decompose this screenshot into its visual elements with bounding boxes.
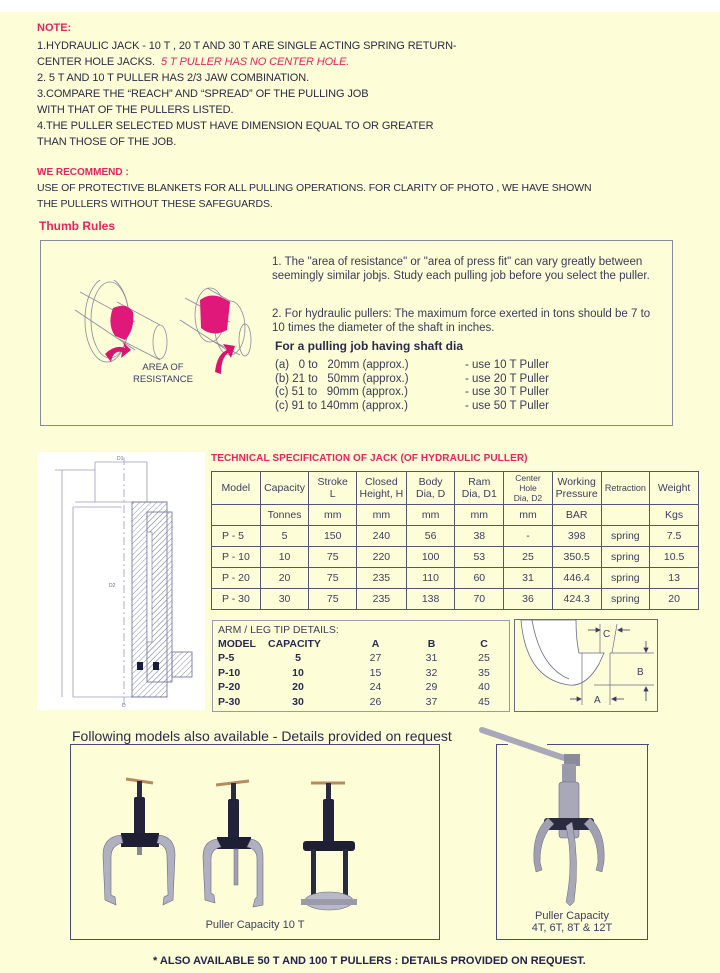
note-line-5: WITH THAT OF THE PULLERS LISTED. [37, 104, 234, 116]
dimension-b-label: B [637, 667, 644, 678]
area-of-resistance-label [118, 362, 208, 386]
cell-stroke: 75 [309, 589, 357, 610]
unit-cell [212, 505, 261, 526]
arm-cell-a: 27 [369, 652, 382, 664]
note-line-7: THAN THOSE OF THE JOB. [37, 136, 177, 148]
arm-cell-model: P-5 [218, 652, 235, 664]
arm-leg-row [218, 667, 508, 682]
unit-cell: Kgs [650, 505, 699, 526]
recommend-heading: WE RECOMMEND : [37, 167, 129, 178]
arm-leg-row [218, 696, 508, 711]
cell-model: P - 10 [212, 547, 261, 568]
no-center-hole-warning: 5 T PULLER HAS NO CENTER HOLE. [160, 56, 350, 68]
arm-cell-a: 24 [369, 681, 382, 693]
unit-cell: mm [309, 505, 357, 526]
cell-model: P - 20 [212, 568, 261, 589]
cell-body-dia: 110 [406, 568, 455, 589]
shaft-dia-row [275, 386, 549, 400]
arm-cell-model: P-10 [218, 666, 241, 679]
unit-cell: Tonnes [260, 505, 309, 526]
arm-cell-c: 25 [478, 652, 490, 664]
arm-leg-row [218, 652, 508, 667]
cell-weight: 20 [650, 589, 699, 610]
arm-col-capacity: CAPACITY [268, 638, 321, 650]
cell-center-hole-dia: 31 [504, 568, 553, 589]
note-line-2 [37, 54, 457, 70]
resistance-label: RESISTANCE [132, 374, 193, 385]
shaft-dia-row [275, 359, 549, 373]
arm-col-b: B [427, 638, 436, 650]
cell-capacity: 20 [260, 568, 309, 589]
spec-header-row [212, 472, 699, 505]
leg-tip-diagram [514, 619, 658, 712]
caption-hydraulic-puller [496, 910, 648, 934]
cell-working-pressure: 424.3 [552, 589, 601, 610]
puller-recommendation: - use 30 T Puller [465, 386, 549, 398]
arm-cell-capacity: 10 [292, 666, 304, 679]
cell-stroke: 75 [309, 547, 357, 568]
two-jaw-puller-image [103, 779, 175, 905]
oil-port [172, 652, 192, 677]
note-heading: NOTE: [37, 22, 72, 34]
shaft-dia-heading: For a pulling job having shaft dia [275, 339, 464, 353]
cell-body-dia: 138 [406, 589, 455, 610]
models-heading: Following models also available - Details provided on request [72, 728, 452, 744]
dimension-c-label: C [603, 629, 611, 640]
col-body-dia [406, 472, 455, 505]
recommend-line-1: USE OF PROTECTIVE BLANKETS FOR ALL PULLING OPERATIONS. FOR CLARITY OF PHOTO , WE HAVE SHOWN [37, 182, 592, 194]
shaft-range: (b) 21 to 50mm (approx.) [275, 372, 409, 385]
arm-cell-b: 29 [425, 681, 438, 693]
unit-cell: mm [455, 505, 504, 526]
col-ram-dia [455, 472, 504, 505]
cell-model: P - 5 [212, 526, 261, 547]
cell-closed-height: 235 [357, 568, 407, 589]
cell-retraction: spring [601, 526, 650, 547]
col-stroke [309, 472, 357, 505]
col-ram-line1: Ram [468, 476, 491, 488]
drawing-label-d2: D2 [109, 583, 116, 589]
hydraulic-puller-image [470, 722, 660, 922]
thumb-rule-1: 1. The "area of resistance" or "area of press fit" can vary greatly between seemingly similar jobjs. Study each pulling job before you select the puller. [272, 256, 650, 282]
col-working-line1: Working [557, 476, 596, 488]
resistance-area-left [110, 306, 133, 340]
col-body-line2: Dia, D [416, 488, 446, 500]
arm-cell-capacity: 30 [292, 695, 304, 708]
puller-10t-photo-box [70, 744, 440, 940]
cell-closed-height: 220 [357, 547, 407, 568]
col-capacity: Capacity [260, 472, 309, 505]
note-body [37, 38, 457, 150]
arm-leg-grid [218, 638, 508, 710]
shaft-range: (a) 0 to 20mm (approx.) [275, 359, 409, 371]
unit-cell: mm [357, 505, 407, 526]
col-center-hole-dia [504, 472, 553, 505]
col-working-pressure [552, 472, 601, 505]
col-ram-line2: Dia, D1 [461, 488, 497, 500]
thumb-rules-title: Thumb Rules [39, 219, 116, 233]
puller-photos-10t [71, 745, 437, 915]
puller-recommendation: - use 20 T Puller [465, 372, 549, 385]
shaft-dia-row [275, 400, 549, 414]
arm-cell-capacity: 5 [295, 652, 301, 664]
cell-weight: 13 [650, 568, 699, 589]
arm-col-c: C [480, 638, 488, 650]
col-closed-line1: Closed [365, 476, 398, 488]
col-body-line1: Body [418, 476, 443, 488]
arm-cell-c: 45 [478, 695, 490, 708]
cell-capacity: 10 [260, 547, 309, 568]
arm-cell-a: 26 [369, 695, 382, 708]
note-line-3: 2. 5 T AND 10 T PULLER HAS 2/3 JAW COMBINATION. [37, 72, 310, 84]
col-closed-height [357, 472, 407, 505]
arm-cell-c: 40 [478, 681, 490, 693]
note-line-1: 1.HYDRAULIC JACK - 10 T , 20 T AND 30 T ARE SINGLE ACTING SPRING RETURN- [37, 40, 457, 52]
note-line-2-prefix: CENTER HOLE JACKS. [37, 56, 156, 68]
col-stroke-line1: Stroke [317, 476, 348, 488]
unit-cell [601, 505, 650, 526]
cell-closed-height: 240 [357, 526, 407, 547]
cell-stroke: 75 [309, 568, 357, 589]
jack-drawing-panel [37, 452, 205, 710]
cell-closed-height: 235 [357, 589, 407, 610]
arm-cell-b: 37 [425, 695, 438, 708]
resistance-area-right [200, 295, 230, 333]
col-center-line2: Hole [519, 483, 537, 493]
arm-cell-c: 35 [478, 666, 490, 679]
col-weight: Weight [650, 472, 699, 505]
shaft-dia-row [275, 373, 549, 387]
caption-line-2: 4T, 6T, 8T & 12T [531, 922, 613, 934]
cell-working-pressure: 398 [552, 526, 601, 547]
arm-cell-a: 15 [369, 666, 382, 679]
cell-working-pressure: 446.4 [552, 568, 601, 589]
cell-retraction: spring [601, 547, 650, 568]
cell-ram-dia: 70 [455, 589, 504, 610]
recommend-line-2: THE PULLERS WITHOUT THESE SAFEGUARDS. [37, 198, 273, 210]
cell-model: P - 30 [212, 589, 261, 610]
cell-body-dia: 56 [406, 526, 455, 547]
shaft-range: (c) 51 to 90mm (approx.) [275, 386, 408, 398]
cell-retraction: spring [601, 568, 650, 589]
cell-capacity: 30 [260, 589, 309, 610]
col-model: Model [212, 472, 261, 505]
three-jaw-puller-image [203, 781, 263, 907]
pump-handle [482, 730, 570, 760]
spec-row [212, 526, 699, 547]
spec-row [212, 547, 699, 568]
cell-capacity: 5 [260, 526, 309, 547]
thumb-rule-2: 2. For hydraulic pullers: The maximum force exerted in tons should be 7 to 10 times the diameter of the shaft in inches. [272, 308, 651, 334]
col-working-line2: Pressure [555, 488, 598, 500]
spec-row [212, 589, 699, 610]
cell-stroke: 150 [309, 526, 357, 547]
caption-10t: Puller Capacity 10 T [205, 919, 305, 931]
arm-cell-model: P-30 [218, 695, 241, 708]
cell-weight: 10.5 [650, 547, 699, 568]
cell-ram-dia: 60 [455, 568, 504, 589]
unit-cell: mm [406, 505, 455, 526]
arm-col-model: MODEL [218, 638, 256, 650]
cell-ram-dia: 53 [455, 547, 504, 568]
spec-row [212, 568, 699, 589]
arm-leg-row [218, 681, 508, 696]
col-center-line3: Dia, D2 [513, 493, 543, 503]
col-closed-line2: Height, H [359, 488, 404, 500]
caption-line-1: Puller Capacity [535, 910, 609, 922]
unit-cell: BAR [552, 505, 601, 526]
drawing-label-d1: D1 [117, 456, 124, 462]
shaft-range: (c) 91 to 140mm (approx.) [275, 399, 408, 412]
bearing-separator-puller-image [301, 783, 357, 910]
cell-center-hole-dia: 36 [504, 589, 553, 610]
col-center-line1: Center [515, 473, 541, 483]
puller-recommendation: - use 10 T Puller [465, 359, 549, 371]
unit-cell: mm [504, 505, 553, 526]
recommend-body [37, 180, 592, 212]
cell-retraction: spring [601, 589, 650, 610]
shaft-dia-list [275, 359, 549, 413]
dimension-a-label: A [594, 695, 601, 706]
arm-leg-header-row [218, 638, 508, 652]
arm-cell-capacity: 20 [292, 681, 304, 693]
arm-leg-table [212, 620, 510, 712]
jack-cross-section-drawing [37, 452, 205, 710]
note-line-4: 3.COMPARE THE “REACH” AND “SPREAD” OF THE PULLING JOB [37, 88, 369, 100]
arm-col-a: A [371, 638, 380, 650]
drawing-label-d: D [122, 703, 126, 709]
cell-weight: 7.5 [650, 526, 699, 547]
arm-leg-title: ARM / LEG TIP DETAILS: [218, 624, 339, 636]
cell-body-dia: 100 [406, 547, 455, 568]
footer-note: * ALSO AVAILABLE 50 T AND 100 T PULLERS : DETAILS PROVIDED ON REQUEST. [153, 955, 586, 967]
cell-working-pressure: 350.5 [552, 547, 601, 568]
spec-table [211, 471, 699, 610]
spec-title: TECHNICAL SPECIFICATION OF JACK (OF HYDRAULIC PULLER) [211, 453, 528, 464]
spec-units-row [212, 505, 699, 526]
col-retraction: Retraction [601, 472, 650, 505]
top-margin [0, 0, 720, 12]
cell-center-hole-dia: 25 [504, 547, 553, 568]
note-line-6: 4.THE PULLER SELECTED MUST HAVE DIMENSION EQUAL TO OR GREATER [37, 120, 434, 132]
cell-ram-dia: 38 [455, 526, 504, 547]
arm-cell-b: 32 [425, 666, 438, 679]
col-stroke-line2: L [329, 488, 336, 500]
arm-cell-b: 31 [425, 652, 438, 664]
puller-recommendation: - use 50 T Puller [465, 399, 549, 412]
arm-cell-model: P-20 [218, 681, 241, 693]
area-of-label: AREA OF [142, 362, 184, 373]
cell-center-hole-dia: - [504, 526, 553, 547]
